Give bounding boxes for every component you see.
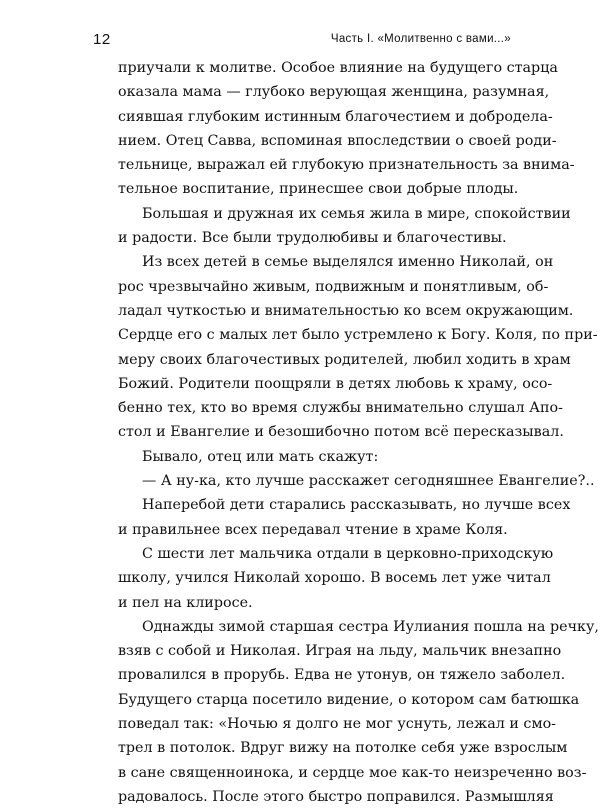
running-header (0, 0, 600, 60)
paragraph (118, 250, 598, 444)
paragraph (118, 202, 571, 251)
text-line: — А ну-ка, кто лучше расскажет сегодняшнее Евангелие?.. (142, 473, 595, 490)
paragraph (118, 445, 510, 469)
text-line: оказала мама — глубоко верующая женщина, разумная, (118, 84, 550, 101)
text-line: Большая и дружная их семья жила в мире, спокойствии (142, 205, 571, 222)
text-line: радовалось. После этого быстро поправился. Размышляя (118, 788, 554, 805)
text-line: сиявшая глубоким истинным благочестием и добродела- (118, 108, 553, 125)
text-line: и радости. Все были трудолюбивы и благочестивы. (118, 230, 507, 247)
text-line: школу, учился Николай хорошо. В восемь лет уже читал (118, 570, 551, 587)
text-line: меру своих благочестивых родителей, любил ходить в храм (118, 351, 571, 368)
paragraph (118, 615, 599, 809)
page-number: 12 (93, 31, 111, 48)
text-line: в сане священноинока, и сердце мое как-то неизреченно воз- (118, 764, 587, 781)
text-line: Будущего старца посетило видение, о котором сам батюшка (118, 691, 580, 708)
text-line: Из всех детей в семье выделялся именно Николай, он (142, 254, 554, 271)
paragraph (118, 493, 571, 542)
text-line: и правильнее всех передавал чтение в храме Коля. (118, 521, 508, 538)
paragraph (118, 542, 554, 615)
text-line: Однажды зимой старшая сестра Иулиания пошла на речку, (142, 618, 599, 635)
text-line: Бывало, отец или мать скажут: (142, 448, 379, 465)
body-text (118, 56, 599, 809)
text-line: тельное воспитание, принесшее свои добрые плоды. (118, 181, 519, 198)
text-line: стол и Евангелие и безошибочно потом всё пересказывал. (118, 424, 564, 441)
text-line: С шести лет мальчика отдали в церковно-приходскую (142, 545, 554, 562)
text-line: и пел на клиросе. (118, 594, 253, 611)
paragraph (118, 469, 595, 493)
text-line: ладал чуткостью и внимательностью ко всем окружающим. (118, 302, 574, 319)
text-line: тельнице, выражал ей глубокую признательность за внима- (118, 157, 575, 174)
text-line: Сердце его с малых лет было устремлено к Богу. Коля, по при- (118, 327, 598, 344)
text-line: приучали к молитве. Особое влияние на будущего старца (118, 60, 558, 76)
text-line: нием. Отец Савва, вспоминая впоследствии о своей роди- (118, 132, 557, 149)
text-line: трел в потолок. Вдруг вижу на потолке себя уже взрослым (118, 740, 568, 757)
text-line: бенно тех, кто во время службы внимательно слушал Апо- (118, 400, 563, 417)
text-line: взяв с собой и Николая. Играя на льду, мальчик внезапно (118, 643, 562, 660)
text-line: Божий. Родители поощряли в детях любовь к храму, осо- (118, 375, 553, 392)
running-title: Часть I. «Молитвенно с вами...» (330, 33, 511, 45)
text-line: рос чрезвычайно живым, подвижным и понятливым, об- (118, 278, 549, 295)
text-line: Наперебой дети старались рассказывать, но лучше всех (142, 497, 571, 514)
text-line: поведал так: «Ночью я долго не мог уснуть, лежал и смо- (118, 716, 557, 733)
text-line: провалился в прорубь. Едва не утонув, он тяжело заболел. (118, 667, 566, 684)
paragraph (118, 56, 575, 202)
